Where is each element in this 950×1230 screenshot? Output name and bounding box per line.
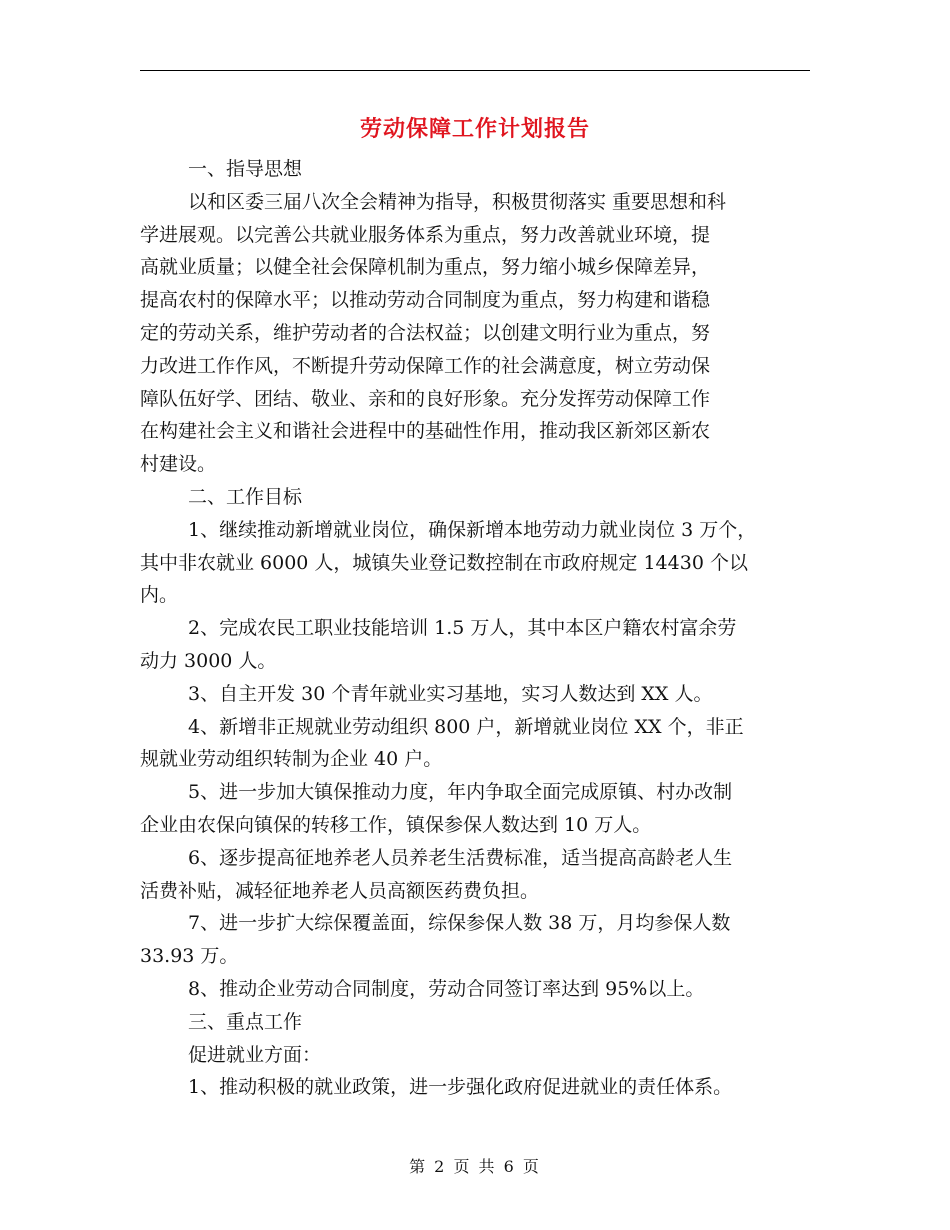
text-line: 6、逐步提高征地养老人员养老生活费标准，适当提高高龄老人生 (188, 846, 733, 869)
text-line: 3、自主开发 30 个青年就业实习基地，实习人数达到 XX 人。 (188, 682, 713, 705)
text-line: 定的劳动关系，维护劳动者的合法权益；以创建文明行业为重点，努 (140, 321, 711, 344)
text-line: 在构建社会主义和谐社会进程中的基础性作用，推动我区新郊区新农 (140, 420, 711, 443)
text-line: 二、工作目标 (188, 485, 303, 508)
document-body (140, 153, 812, 1104)
text-line: 活费补贴，减轻征地养老人员高额医药费负担。 (140, 879, 540, 902)
text-line: 村建设。 (140, 453, 217, 476)
page-footer: 第 2 页 共 6 页 (409, 1157, 541, 1176)
text-line: 提高农村的保障水平；以推动劳动合同制度为重点，努力构建和谐稳 (140, 289, 711, 312)
text-line: 学进展观。以完善公共就业服务体系为重点，努力改善就业环境，提 (140, 223, 711, 246)
text-line: 三、重点工作 (188, 1010, 303, 1033)
text-line: 1、推动积极的就业政策，进一步强化政府促进就业的责任体系。 (188, 1076, 733, 1099)
text-line: 动力 3000 人。 (140, 649, 277, 672)
text-line: 内。 (140, 584, 179, 607)
text-line: 以和区委三届八次全会精神为指导，积极贯彻落实 重要思想和科 (188, 190, 727, 213)
text-line: 5、进一步加大镇保推动力度，年内争取全面完成原镇、村办改制 (188, 781, 733, 804)
text-line: 8、推动企业劳动合同制度，劳动合同签订率达到 95%以上。 (188, 977, 705, 1000)
text-line: 其中非农就业 6000 人，城镇失业登记数控制在市政府规定 14430 个以 (140, 551, 748, 574)
text-line: 4、新增非正规就业劳动组织 800 户，新增就业岗位 XX 个，非正 (188, 715, 744, 738)
text-line: 33.93 万。 (140, 945, 239, 968)
text-line: 促进就业方面： (188, 1043, 322, 1066)
text-line: 企业由农保向镇保的转移工作，镇保参保人数达到 10 万人。 (140, 813, 652, 836)
document-title: 劳动保障工作计划报告 (359, 116, 590, 142)
text-line: 一、指导思想 (188, 158, 303, 180)
header-rule (140, 70, 810, 71)
text-line: 障队伍好学、团结、敬业、亲和的良好形象。充分发挥劳动保障工作 (140, 387, 711, 410)
text-line: 力改进工作作风，不断提升劳动保障工作的社会满意度，树立劳动保 (140, 354, 711, 377)
text-line: 7、进一步扩大综保覆盖面，综保参保人数 38 万，月均参保人数 (188, 912, 731, 935)
text-line: 2、完成农民工职业技能培训 1.5 万人，其中本区户籍农村富余劳 (188, 617, 737, 640)
text-line: 高就业质量；以健全社会保障机制为重点，努力缩小城乡保障差异， (140, 256, 711, 279)
text-line: 规就业劳动组织转制为企业 40 户。 (140, 748, 443, 771)
text-line: 1、继续推动新增就业岗位，确保新增本地劳动力就业岗位 3 万个， (188, 518, 757, 541)
